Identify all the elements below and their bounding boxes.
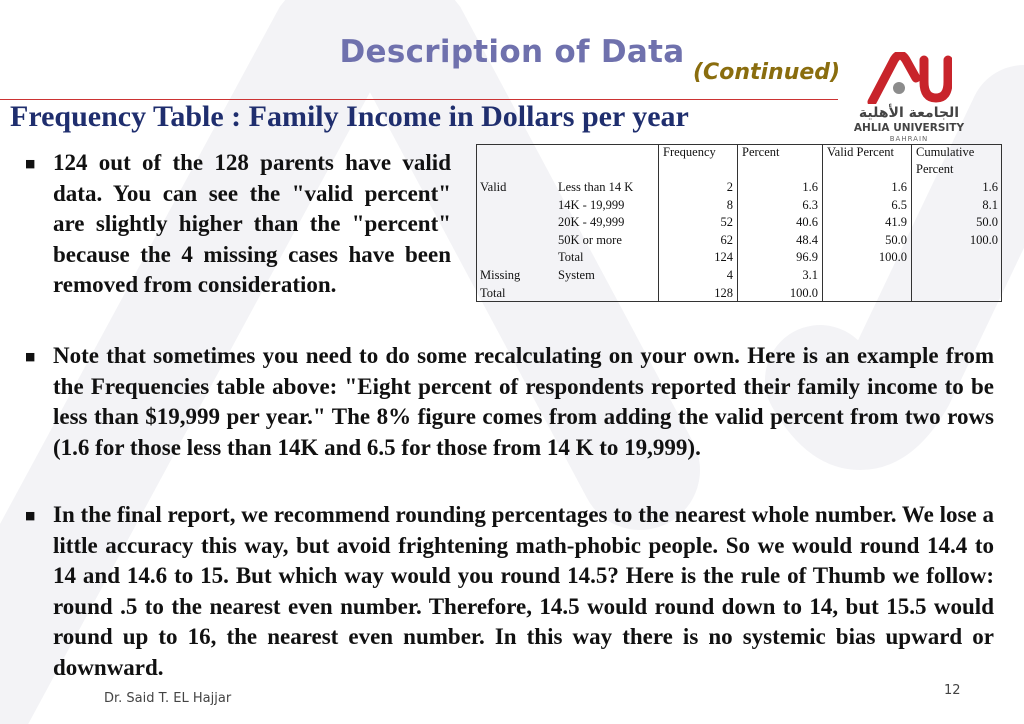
bullet-square-icon: ■ <box>25 350 36 363</box>
table-cell <box>912 267 1003 285</box>
table-cell: Valid <box>480 180 507 194</box>
table-cell: 48.4 <box>738 232 823 250</box>
table-cell: 50.0 <box>912 214 1003 232</box>
table-cell: 96.9 <box>738 249 823 267</box>
table-cell: 8.1 <box>912 197 1003 215</box>
slide-subtitle: Frequency Table : Family Income in Dollars per year <box>10 100 689 133</box>
table-cell: 124 <box>659 249 738 267</box>
table-cell: 50.0 <box>823 232 912 250</box>
table-cell: 100.0 <box>912 232 1003 250</box>
ahlia-university-logo <box>848 52 970 147</box>
table-cell: 6.3 <box>738 197 823 215</box>
table-cell: 50K or more <box>558 232 622 247</box>
footer-author: Dr. Said T. EL Hajjar <box>104 691 232 706</box>
bullet-rounding: In the final report, we recommend rounding percentages to the nearest whole number. We lose a little accuracy this way, but avoid frightening math-phobic people. So we would round 14.4 to 14 and 14.6 to 15. But which way would you round 14.5? Here is the rule of Thumb we follow: round .5 to the nearest even number. Therefore, 14.5 would round down to 14, but 15.5 would round up to 16, the nearest even number. In this way there is no systemic bias upward or downward. <box>53 502 994 680</box>
table-row <box>476 197 1002 215</box>
logo-arabic-text: الجامعة الأهلية <box>858 105 960 121</box>
table-header-row <box>476 144 1002 179</box>
table-cell: 14K - 19,999 <box>558 197 625 212</box>
table-cell: 6.5 <box>823 197 912 215</box>
table-cell <box>912 249 1003 267</box>
table-cell: 2 <box>659 179 738 197</box>
table-cell: 100.0 <box>738 285 823 303</box>
table-header-cell <box>476 144 554 179</box>
table-cell: 128 <box>659 285 738 303</box>
table-cell: 3.1 <box>738 267 823 285</box>
table-cell: 20K - 49,999 <box>558 215 625 230</box>
table-cell: Total <box>480 285 506 300</box>
table-header-cell <box>554 144 659 179</box>
table-cell: 100.0 <box>823 249 912 267</box>
table-cell <box>476 197 554 215</box>
table-cell <box>476 214 554 232</box>
table-header-cell: Percent <box>738 144 823 179</box>
bullet-recalculating: Note that sometimes you need to do some recalculating on your own. Here is an example from the Frequencies table above: "Eight percent of respondents reported their family income to be less than $19,999 per year." The 8% figure comes from adding the valid percent from two rows (1.6 for those less than 14K and 6.5 for those from 14 K to 19,999). <box>53 343 994 460</box>
table-cell <box>554 285 659 303</box>
table-row <box>476 249 1002 267</box>
table-cell: 8 <box>659 197 738 215</box>
table-cell <box>476 249 554 267</box>
table-row <box>476 214 1002 232</box>
table-header-cell: Cumulative Percent <box>912 144 1003 179</box>
table-header-cell: Frequency <box>659 144 738 179</box>
logo-sub-text: BAHRAIN <box>889 135 929 143</box>
table-cell <box>823 285 912 303</box>
page-number: 12 <box>944 683 961 698</box>
table-cell <box>823 267 912 285</box>
table-cell <box>476 232 554 250</box>
table-row <box>476 285 1002 303</box>
continued-label: (Continued) <box>693 60 841 85</box>
table-cell: 4 <box>659 267 738 285</box>
logo-english-text: AHLIA UNIVERSITY <box>853 122 965 134</box>
slide-title: Description of Data <box>339 34 685 70</box>
university-emblem-icon <box>866 52 952 104</box>
bullet-square-icon: ■ <box>25 509 36 522</box>
table-cell: 41.9 <box>823 214 912 232</box>
table-cell: 1.6 <box>823 179 912 197</box>
bullet-square-icon: ■ <box>25 157 36 170</box>
table-cell: 62 <box>659 232 738 250</box>
table-cell: 52 <box>659 214 738 232</box>
table-cell: System <box>558 267 595 282</box>
table-cell: Less than 14 K <box>558 180 634 194</box>
table-cell: 40.6 <box>738 214 823 232</box>
table-cell: 1.6 <box>738 179 823 197</box>
table-header-cell: Valid Percent <box>823 144 912 179</box>
table-row <box>476 232 1002 250</box>
table-cell: Total <box>558 250 584 265</box>
table-row <box>476 179 1002 197</box>
bullet-valid-data: 124 out of the 128 parents have valid data. You can see the "valid percent" are slightly higher than the "percent" because the 4 missing cases have been removed from consideration. <box>53 150 451 298</box>
table-cell: 1.6 <box>912 179 1003 197</box>
frequency-table <box>476 144 1002 302</box>
table-cell <box>912 285 1003 303</box>
table-cell: Missing <box>480 267 521 282</box>
table-row <box>476 267 1002 285</box>
